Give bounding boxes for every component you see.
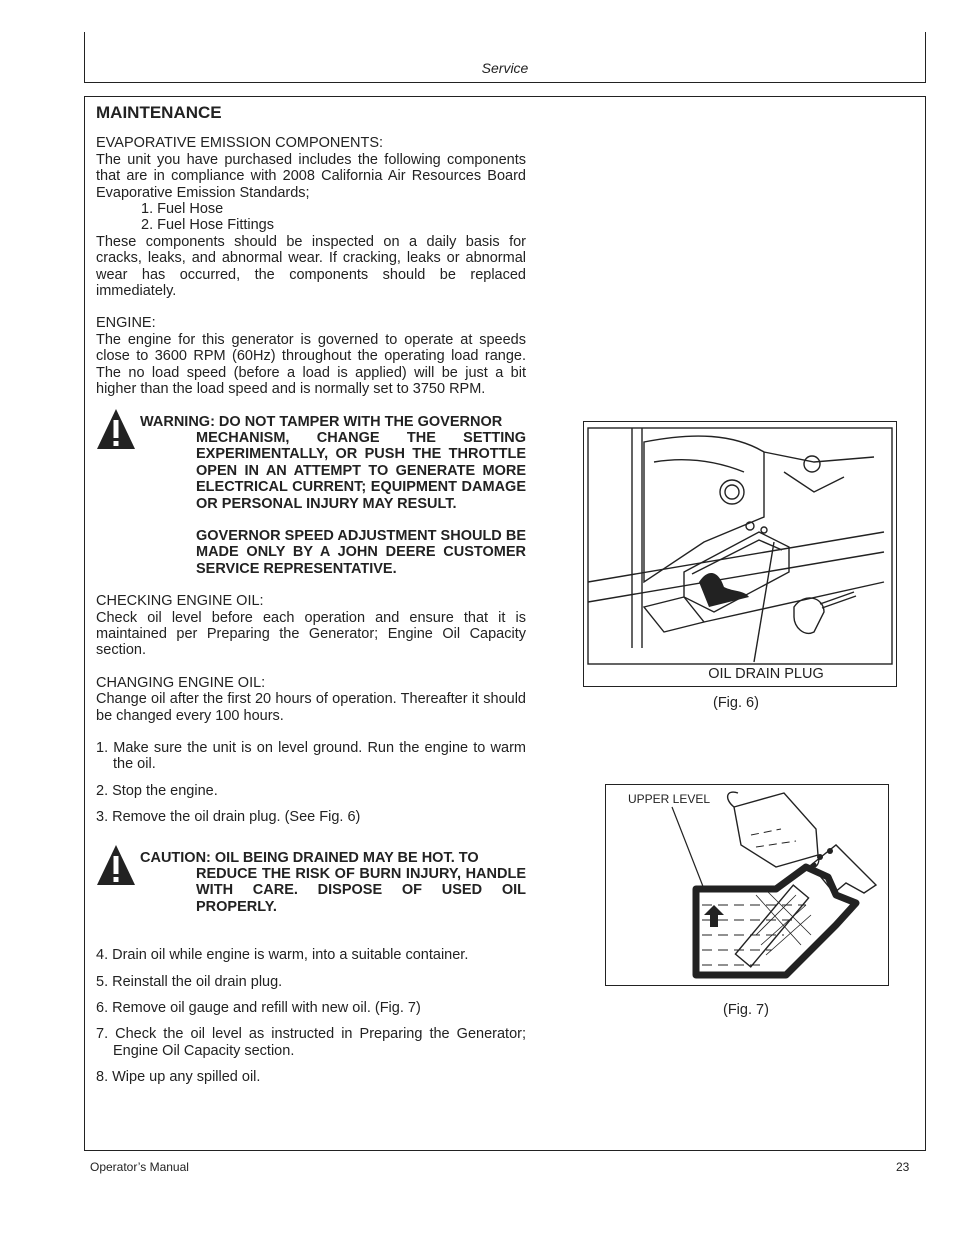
evap-body: These components should be inspected on a daily basis for cracks, leaks, and abnormal wear. If cracking, leaks or abnormal wear has occurred, the components should be replaced immediately. (96, 233, 526, 300)
evap-item: 1. Fuel Hose (141, 201, 224, 218)
oil-drain-illustration (584, 422, 896, 686)
warning-icon (96, 408, 136, 450)
checking-body: Check oil level before each operation and ensure that it is maintained per Preparing the Generator; Engine Oil Capacity section. (96, 609, 526, 659)
page-heading: MAINTENANCE (96, 103, 222, 122)
upper-level-label: UPPER LEVEL (628, 792, 711, 806)
step-item: 2. Stop the engine. (96, 782, 218, 799)
caution-text: REDUCE THE RISK OF BURN INJURY, HANDLE WITH CARE. DISPOSE OF USED OIL PROPERLY. (196, 866, 526, 915)
warning-line1: WARNING: DO NOT TAMPER WITH THE GOVERNOR (140, 413, 503, 430)
step-item: 4. Drain oil while engine is warm, into a suitable container. (96, 947, 469, 964)
changing-body: Change oil after the first 20 hours of operation. Thereafter it should be changed every 100 hours. (96, 691, 526, 724)
warning-block (96, 414, 526, 578)
governor-note: GOVERNOR SPEED ADJUSTMENT SHOULD BE MADE ONLY BY A JOHN DEERE CUSTOMER SERVICE REPRESENTATIVE. (196, 527, 526, 577)
step-item: 8. Wipe up any spilled oil. (96, 1069, 261, 1086)
oil-refill-illustration (606, 785, 888, 985)
figure-7-caption: (Fig. 7) (723, 1002, 769, 1018)
changing-title: CHANGING ENGINE OIL: (96, 674, 266, 691)
step-item: 3. Remove the oil drain plug. (See Fig. 6) (96, 809, 361, 826)
warning-text: MECHANISM, CHANGE THE SETTING EXPERIMENTALLY, OR PUSH THE THROTTLE OPEN IN AN ATTEMPT TO GENERATE MORE ELECTRICAL CURRENT; EQUIPMENT DAMAGE OR PERSONAL INJURY MAY RESULT. (196, 429, 526, 512)
figure-6 (583, 421, 897, 687)
content-frame (84, 96, 926, 1151)
step-item: 7. Check the oil level as instructed in Preparing the Generator; Engine Oil Capacity section. (96, 1026, 526, 1059)
header-frame (84, 32, 926, 83)
caution-line1: CAUTION: OIL BEING DRAINED MAY BE HOT. TO (140, 849, 479, 866)
figure-7 (605, 784, 889, 986)
evap-intro: The unit you have purchased includes the following components that are in compliance with 2008 California Air Resources Board Evaporative Emission Standards; (96, 151, 526, 201)
text-column (96, 105, 526, 1096)
figure-6-caption: (Fig. 6) (713, 695, 759, 711)
section-title: Service (481, 60, 529, 76)
step-item: 1. Make sure the unit is on level ground. Run the engine to warm the oil. (96, 740, 526, 773)
evap-title: EVAPORATIVE EMISSION COMPONENTS: (96, 135, 384, 152)
evap-item: 2. Fuel Hose Fittings (141, 217, 274, 234)
engine-body: The engine for this generator is governed to operate at speeds close to 3600 RPM (60Hz) throughout the operating load range. The no load speed (before a load is applied) will be just a bit higher than the load speed and is normally set to 3750 RPM. (96, 331, 526, 398)
engine-title: ENGINE: (96, 315, 156, 332)
checking-title: CHECKING ENGINE OIL: (96, 593, 264, 610)
step-item: 5. Reinstall the oil drain plug. (96, 973, 283, 990)
footer-manual-title: Operator’s Manual (90, 1160, 189, 1174)
caution-block (96, 850, 526, 916)
oil-drain-plug-label: OIL DRAIN PLUG (708, 666, 824, 682)
caution-icon (96, 844, 136, 886)
step-item: 6. Remove oil gauge and refill with new oil. (Fig. 7) (96, 1000, 421, 1017)
page-number: 23 (896, 1160, 910, 1174)
